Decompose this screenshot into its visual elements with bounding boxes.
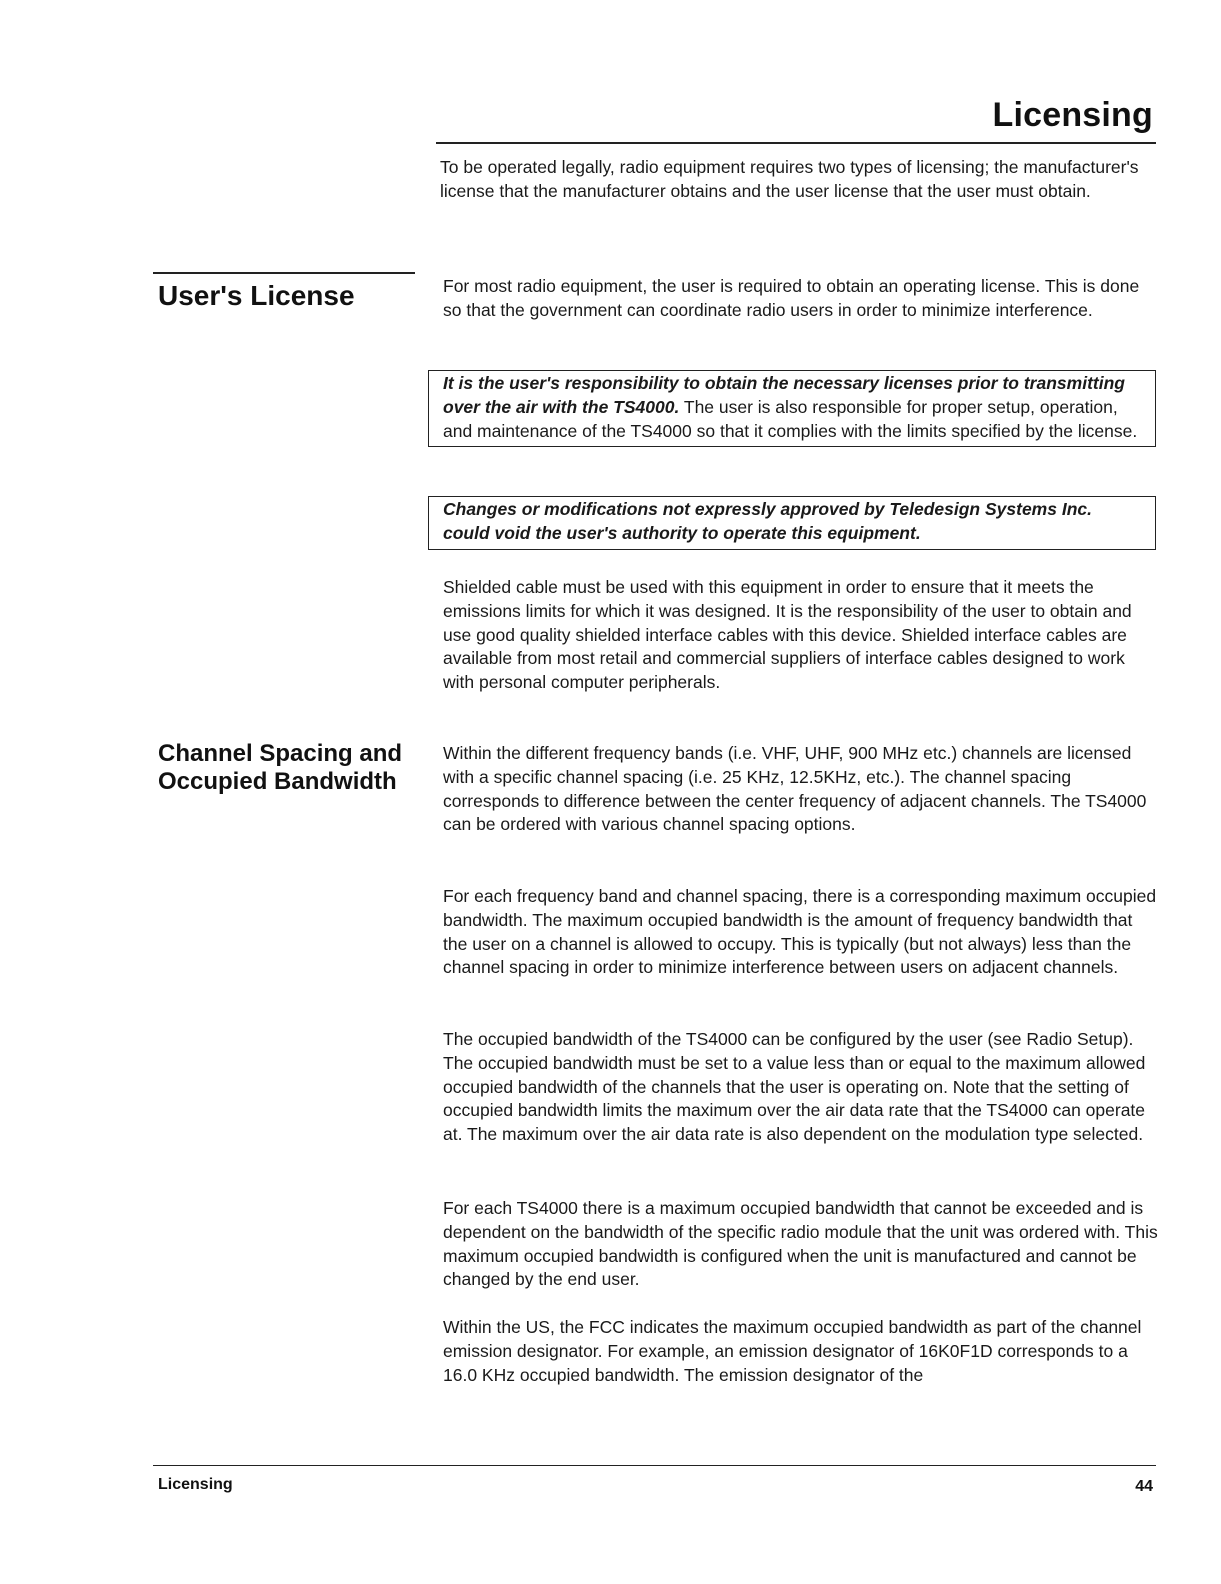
modification-warning	[428, 496, 1156, 550]
channel-spacing-paragraph-4: For each TS4000 there is a maximum occupied bandwidth that cannot be exceeded and is dependent on the bandwidth of the specific radio module that the unit was ordered with. This maximum occupied bandwidth is configured when the unit is manufactured and cannot be changed by the end user.	[443, 1198, 1158, 1290]
footer-divider	[153, 1465, 1156, 1466]
footer-page-number: 44	[1135, 1478, 1153, 1495]
channel-spacing-heading	[158, 740, 402, 796]
responsibility-notice-emphasis: It is the user's responsibility to obtain the necessary licenses prior to transmitting over the air with the TS4000.	[443, 373, 1125, 417]
page-title: Licensing	[992, 96, 1153, 134]
intro-paragraph: To be operated legally, radio equipment requires two types of licensing; the manufacturer's license that the manufacturer obtains and the user license that the user must obtain.	[440, 157, 1139, 201]
responsibility-notice-text: The user is also responsible for proper setup, operation, and maintenance of the TS4000 so that it complies with the limits specified by the license.	[443, 396, 1138, 441]
footer-section-name: Licensing	[158, 1476, 233, 1493]
channel-spacing-paragraph-1: Within the different frequency bands (i.e. VHF, UHF, 900 MHz etc.) channels are licensed with a specific channel spacing (i.e. 25 KHz, 12.5KHz, etc.). The channel spacing corresponds to difference between the center frequency of adjacent channels. The TS4000 can be ordered with various channel spacing options.	[443, 743, 1147, 835]
modification-warning-text: Changes or modifications not expressly approved by Teledesign Systems Inc. could void the user's authority to operate this equipment.	[443, 499, 1092, 543]
users-license-paragraph-1: For most radio equipment, the user is required to obtain an operating license. This is done so that the government can coordinate radio users in order to minimize interference.	[443, 276, 1140, 320]
section-divider	[153, 272, 415, 274]
channel-spacing-heading-line-1: Channel Spacing and	[158, 740, 403, 767]
channel-spacing-paragraph-3: The occupied bandwidth of the TS4000 can be configured by the user (see Radio Setup). The occupied bandwidth must be set to a value less than or equal to the maximum allowed occupied bandwidth of the channels that the user is operating on. Note that the setting of occupied bandwidth limits the maximum over the air data rate that the TS4000 can operate at. The maximum over the air data rate is also dependent on the modulation type selected.	[443, 1029, 1146, 1145]
responsibility-notice	[428, 370, 1156, 447]
shielded-cable-paragraph: Shielded cable must be used with this equipment in order to ensure that it meets the emissions limits for which it was designed. It is the responsibility of the user to obtain and use good quality shielded interface cables with this device. Shielded interface cables are available from most retail and commercial suppliers of interface cables designed to work with personal computer peripherals.	[443, 577, 1132, 693]
channel-spacing-heading-line-2: Occupied Bandwidth	[158, 768, 397, 795]
title-divider	[436, 142, 1156, 144]
channel-spacing-paragraph-5: Within the US, the FCC indicates the maximum occupied bandwidth as part of the channel emission designator. For example, an emission designator of 16K0F1D corresponds to a 16.0 KHz occupied bandwidth. The emission designator of the	[443, 1317, 1142, 1385]
users-license-heading: User's License	[158, 280, 355, 311]
channel-spacing-paragraph-2: For each frequency band and channel spacing, there is a corresponding maximum occupied bandwidth. The maximum occupied bandwidth is the amount of frequency bandwidth that the user on a channel is allowed to occupy. This is typically (but not always) less than the channel spacing in order to minimize interference between users on adjacent channels.	[443, 886, 1157, 978]
